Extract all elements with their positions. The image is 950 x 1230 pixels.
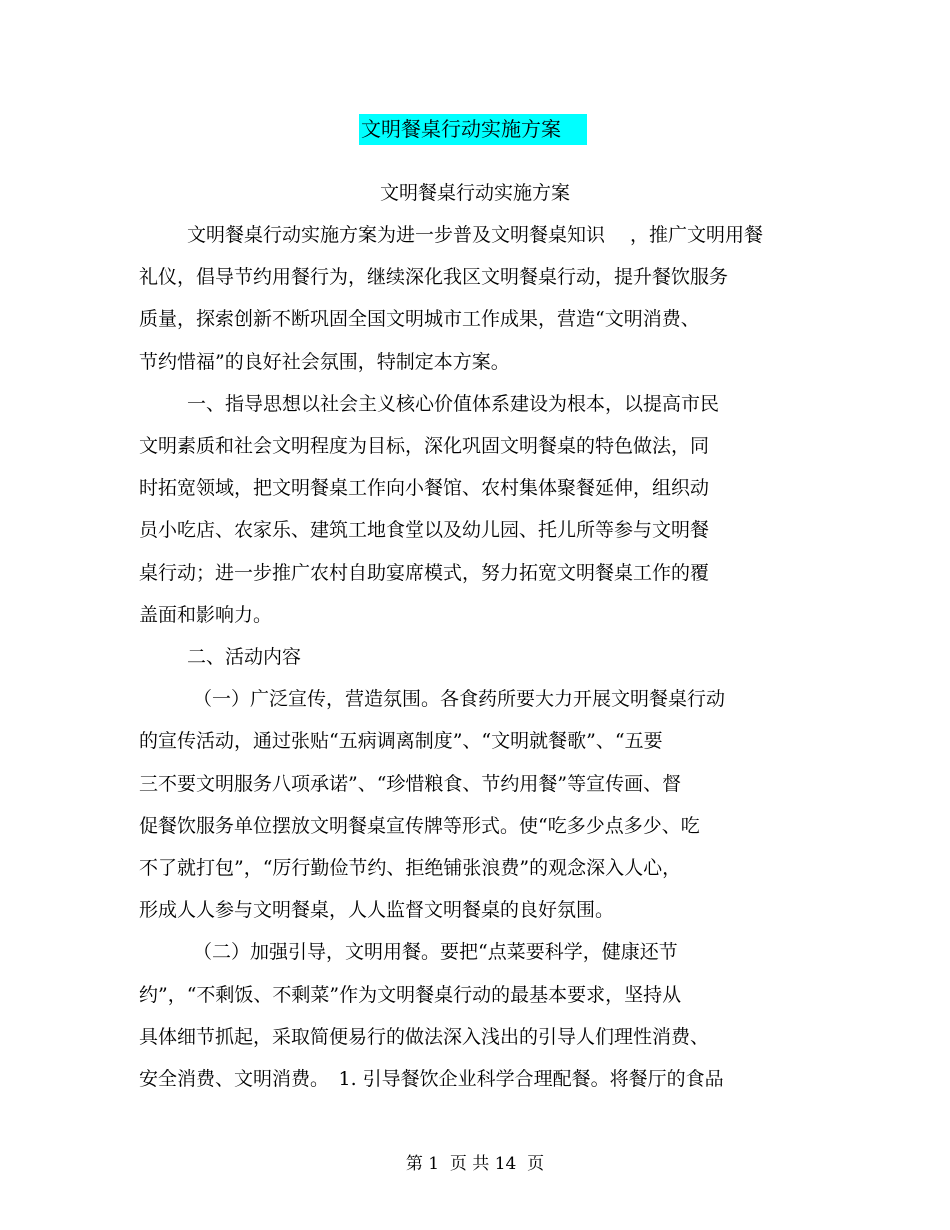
- body-line: 盖面和影响力。: [139, 603, 273, 626]
- body-line: 文明餐桌行动实施方案为进一步普及文明餐桌知识 ，推广文明用餐: [187, 224, 764, 246]
- body-line: 质量，探索创新不断巩固全国文明城市工作成果，营造“文明消费、: [139, 308, 700, 331]
- title-wrap: [0, 114, 950, 145]
- page-number: 第 1 页 共 14 页: [405, 1154, 545, 1174]
- body-line: 文明素质和社会文明程度为目标，深化巩固文明餐桌的特色做法，同: [139, 435, 710, 457]
- body-line: 安全消费、文明消费。 1. 引导餐饮企业科学合理配餐。将餐厅的食品: [139, 1068, 724, 1090]
- body-line: 形成人人参与文明餐桌，人人监督文明餐桌的良好氛围。: [139, 899, 615, 922]
- body-line: （一）广泛宣传，营造氛围。各食药所要大力开展文明餐桌行动: [193, 688, 726, 711]
- document-title: 文明餐桌行动实施方案: [359, 114, 587, 145]
- body-line: 时拓宽领域，把文明餐桌工作向小餐馆、农村集体聚餐延伸，组织动: [139, 477, 710, 500]
- body-line: 不了就打包”，“厉行勤俭节约、拒绝铺张浪费”的观念深入人心，: [139, 857, 682, 879]
- body-line: 促餐饮服务单位摆放文明餐桌宣传牌等形式。使“吃多少点多少、吃: [139, 814, 700, 837]
- body-line: 一、指导思想以社会主义核心价值体系建设为根本，以提高市民: [187, 392, 720, 415]
- body-line: 二、活动内容: [187, 646, 302, 668]
- document-subtitle: 文明餐桌行动实施方案: [379, 182, 570, 204]
- body-line: 具体细节抓起，采取简便易行的做法深入浅出的引导人们理性消费、: [139, 1025, 710, 1048]
- body-line: 三不要文明服务八项承诺”、“珍惜粮食、节约用餐”等宣传画、督: [139, 772, 682, 795]
- body-line: 的宣传活动，通过张贴“五病调离制度”、“文明就餐歌”、“五要: [139, 730, 663, 753]
- body-line: 员小吃店、农家乐、建筑工地食堂以及幼儿园、托儿所等参与文明餐: [139, 519, 710, 542]
- body-line: 桌行动；进一步推广农村自助宴席模式，努力拓宽文明餐桌工作的覆: [139, 561, 710, 584]
- body-line: （二）加强引导，文明用餐。要把“点菜要科学，健康还节: [193, 941, 678, 964]
- body-line: 约”，“不剩饭、不剩菜”作为文明餐桌行动的最基本要求，坚持从: [139, 983, 682, 1006]
- body-line: 礼仪，倡导节约用餐行为，继续深化我区文明餐桌行动，提升餐饮服务: [139, 266, 729, 289]
- body-line: 节约惜福”的良好社会氛围，特制定本方案。: [139, 350, 510, 373]
